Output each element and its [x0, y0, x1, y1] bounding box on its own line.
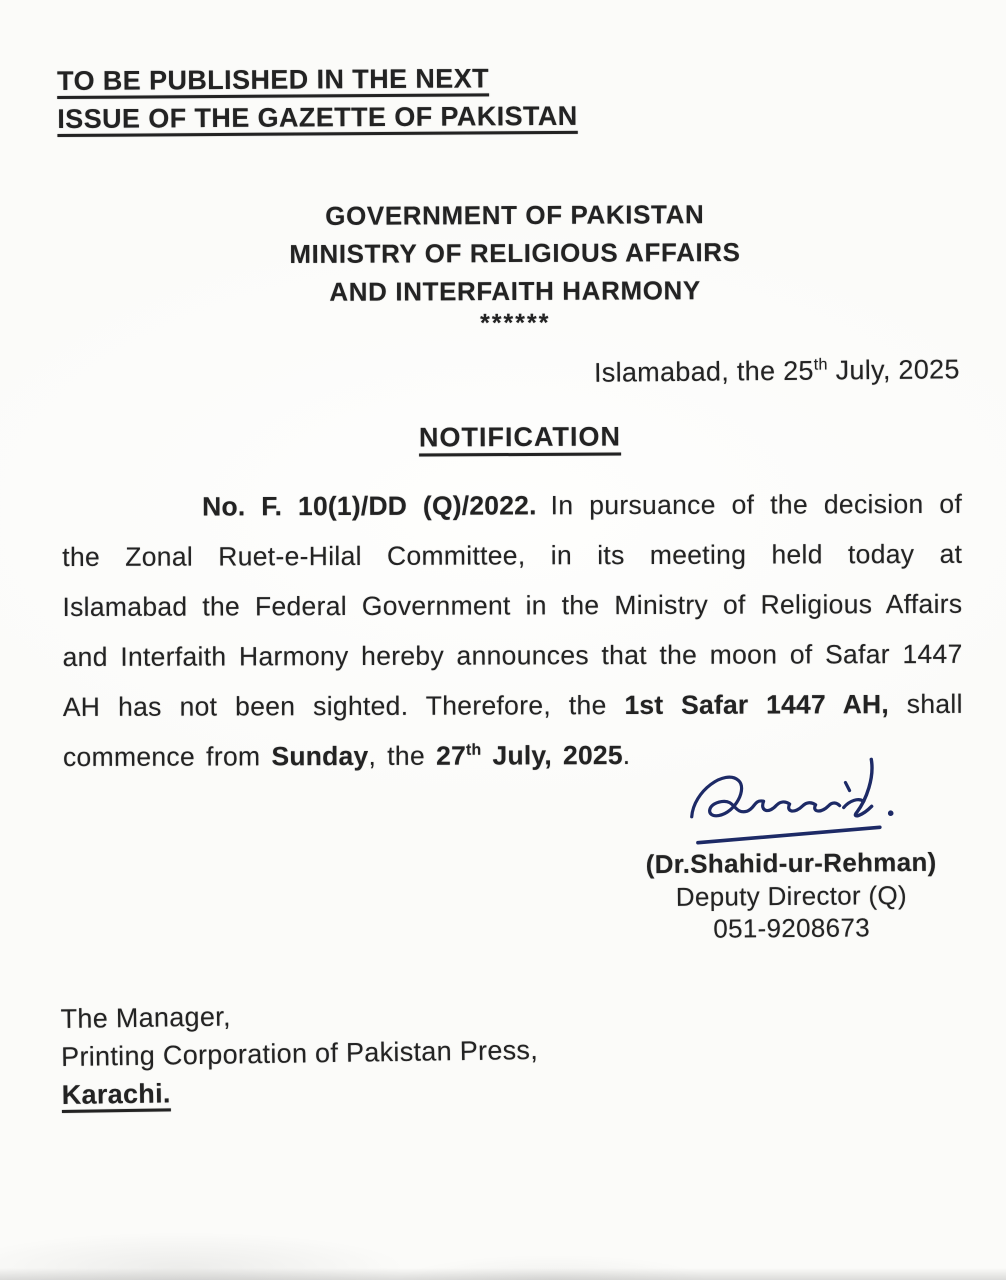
dateline-date: July, 2025 — [827, 354, 961, 386]
body-emphasis-safar-date: 1st Safar 1447 AH, — [624, 689, 889, 721]
distribution-note-line1: TO BE PUBLISHED IN THE NEXT — [57, 63, 490, 96]
notification-body — [62, 479, 963, 782]
notification-heading-text: NOTIFICATION — [418, 421, 622, 453]
dateline-ordinal: th — [813, 355, 829, 374]
letterhead-ministry-line2: AND INTERFAITH HARMONY — [329, 275, 701, 307]
distribution-note-line2: ISSUE OF THE GAZETTE OF PAKISTAN — [57, 100, 578, 134]
signatory-phone: 051-9208673 — [713, 912, 871, 944]
body-emphasis-weekday: Sunday — [271, 740, 369, 772]
letterhead-separator-stars: ****** — [480, 308, 551, 338]
body-segment-3: , the — [368, 740, 437, 771]
dateline-place: Islamabad, the 25 — [594, 355, 815, 388]
addressee-line2: Printing Corporation of Pakistan Press, — [60, 1034, 539, 1073]
body-emphasis-day-number: 27 — [436, 740, 467, 771]
signatory-designation: Deputy Director (Q) — [675, 880, 908, 912]
reference-number: No. F. 10(1)/DD (Q)/2022. — [202, 490, 537, 522]
signatory-name: (Dr.Shahid-ur-Rehman) — [645, 846, 937, 880]
distribution-note — [57, 59, 578, 138]
body-emphasis-day-ordinal: th — [465, 741, 482, 759]
addressee-city: Karachi. — [61, 1078, 171, 1111]
notification-heading — [34, 419, 1006, 455]
body-segment-1: In pursuance of the decision of the Zonal Ruet-e-Hilal Committee, in its meeting held today at Islamabad the Federal Government in the Ministry of Religious Affairs and Interfaith Harmony hereby announces that the moon of Safar 1447 AH has not been sighted. Therefore, the — [62, 488, 963, 722]
dateline — [594, 354, 960, 389]
body-segment-4: . — [622, 740, 631, 771]
addressee-block — [60, 993, 539, 1114]
addressee-line1: The Manager, — [60, 1001, 231, 1035]
body-segment-2: shall commence from — [62, 688, 963, 772]
signature-block — [639, 755, 942, 945]
letterhead-government: GOVERNMENT OF PAKISTAN — [325, 199, 705, 231]
body-emphasis-month-year: July, 2025 — [481, 740, 623, 771]
letterhead — [24, 194, 1006, 338]
letterhead-ministry-line1: MINISTRY OF RELIGIOUS AFFAIRS — [289, 237, 741, 269]
